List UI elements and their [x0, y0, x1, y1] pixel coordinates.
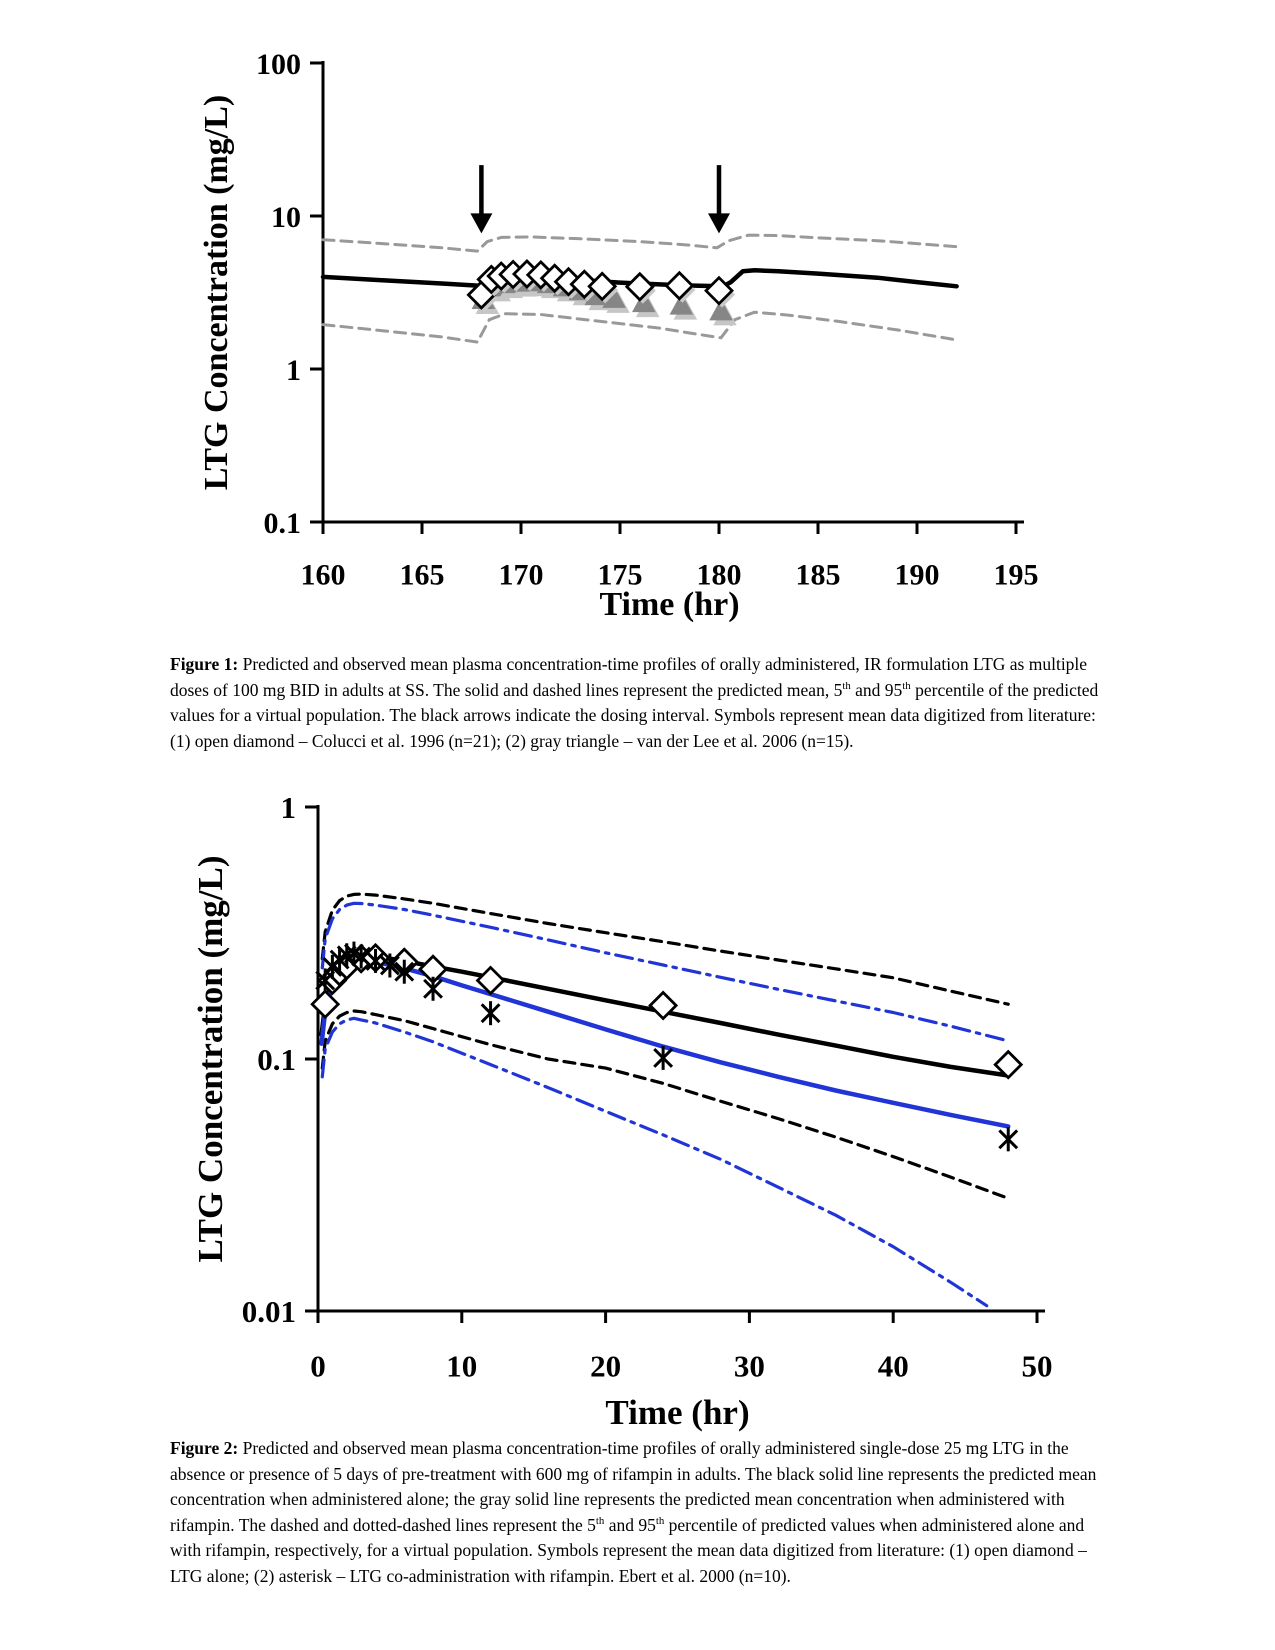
caption-text: Predicted and observed mean plasma concentration-time profiles of orally administered single-dose 25 mg LTG in the absence or presence of 5 days of pre-treatment with 600 mg of rifampin in adults. The black solid line represents the predicted mean concentration when administered alone; the gray solid line represents the predicted mean concentration when administered with rifampin. The dashed and dotted-dashed lines represent the 5	[170, 1438, 1097, 1535]
asterisk-marker	[482, 1001, 500, 1025]
y-tick-label: 1	[286, 353, 301, 387]
figure2-caption	[170, 1436, 1115, 1590]
caption-text: percentile of the predicted values for a virtual population. The black arrows indicate the dosing interval. Symbols represent mean data digitized from literature: (1) open diamond – Colucci et al. 1996 (n=21); (2) gray triangle – van der Lee et al. 2006 (n=15).	[170, 679, 1099, 751]
rifampin-p5-line	[322, 1018, 986, 1305]
figure2-chart	[170, 752, 1080, 1452]
x-tick-label: 185	[795, 558, 841, 592]
rifampin-mean-line	[322, 962, 1009, 1127]
caption-figure-label: Figure 1:	[170, 654, 239, 674]
y-axis-title: LTG Concentration (mg/L)	[191, 855, 230, 1263]
x-axis-title: Time (hr)	[605, 1393, 750, 1432]
axes	[256, 48, 1039, 592]
dosing-arrow-180	[708, 165, 730, 233]
x-tick-label: 40	[877, 1348, 909, 1384]
y-axis-title: LTG Concentration (mg/L)	[198, 94, 235, 491]
figure1-caption	[170, 652, 1115, 754]
ltg-alone-p95-line	[322, 894, 1008, 1004]
caption-superscript: th	[595, 1514, 605, 1527]
y-tick-label: 0.1	[257, 1042, 296, 1078]
dosing-arrow-168	[470, 165, 492, 233]
axes	[242, 790, 1053, 1383]
caption-text: and 95	[850, 679, 903, 700]
x-tick-label: 170	[498, 558, 544, 592]
x-tick-label: 30	[733, 1348, 765, 1384]
x-tick-label: 175	[597, 558, 643, 592]
x-tick-label: 0	[310, 1348, 326, 1384]
x-tick-label: 10	[446, 1348, 478, 1384]
caption-superscript: th	[842, 679, 851, 692]
x-axis-title: Time (hr)	[599, 586, 740, 623]
asterisk-marker	[999, 1127, 1017, 1151]
caption-text: Predicted and observed mean plasma concentration-time profiles of orally administered, IR formulation LTG as multiple doses of 100 mg BID in adults at SS. The solid and dashed lines represent the predicted mean, 5	[170, 654, 1088, 700]
x-tick-label: 190	[894, 558, 940, 592]
figure1-chart	[170, 30, 1070, 650]
x-tick-label: 195	[993, 558, 1039, 592]
x-tick-label: 160	[300, 558, 346, 592]
y-tick-label: 10	[271, 200, 301, 234]
diamond-marker	[312, 991, 338, 1017]
x-tick-label: 50	[1021, 1348, 1053, 1384]
y-tick-label: 1	[280, 790, 296, 826]
caption-superscript: th	[902, 679, 911, 692]
p95-percentile-line	[323, 235, 957, 251]
caption-text: and 95	[604, 1514, 656, 1535]
x-tick-label: 20	[590, 1348, 622, 1384]
x-tick-label: 165	[399, 558, 445, 592]
y-tick-label: 0.01	[241, 1294, 296, 1330]
caption-figure-label: Figure 2:	[170, 1438, 239, 1458]
y-tick-label: 0.1	[263, 506, 301, 540]
x-tick-label: 180	[696, 558, 742, 592]
y-tick-label: 100	[256, 47, 301, 81]
caption-superscript: th	[655, 1514, 665, 1527]
caption-text: percentile of predicted values when administered alone and with rifampin, respectively, for a virtual population. Symbols represent the mean data digitized from literature: (1) open diamond – LTG alone; (2) asterisk – LTG co-administration with rifampin. Ebert et al. 2000 (n=10).	[170, 1514, 1087, 1586]
